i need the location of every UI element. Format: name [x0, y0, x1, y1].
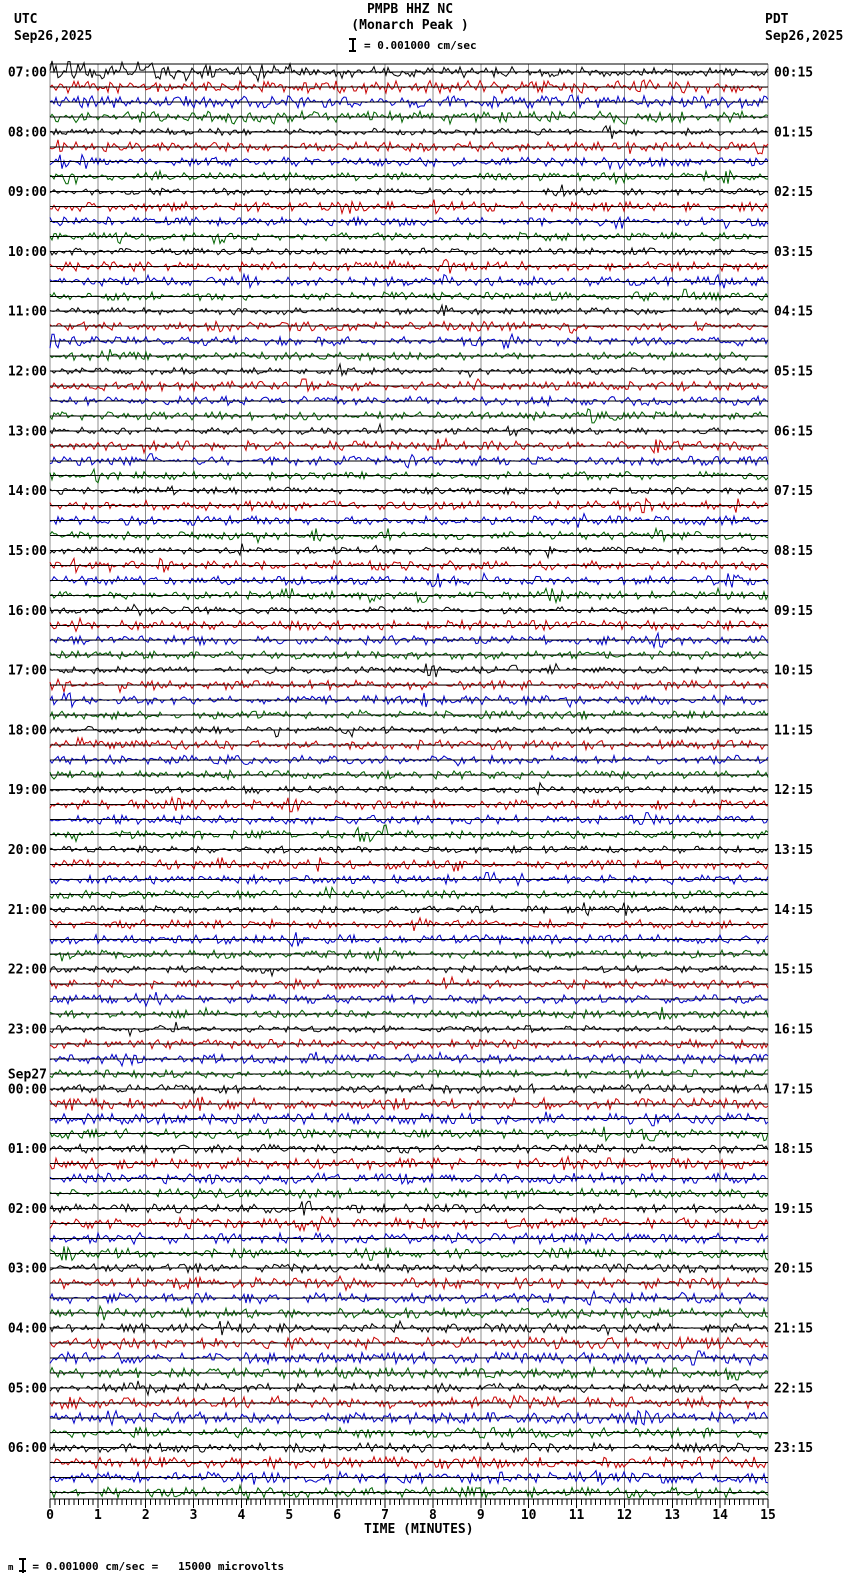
trace-row [50, 289, 768, 301]
row-label-left: 05:00 [7, 1381, 47, 1397]
row-label-left: 18:00 [7, 723, 47, 739]
row-label-left: 22:00 [7, 962, 47, 978]
trace-row [50, 873, 768, 886]
row-label-right: 02:15 [774, 185, 814, 201]
trace-row [50, 679, 768, 692]
trace-row [50, 1007, 768, 1020]
row-label-right: 09:15 [774, 603, 814, 619]
station-title: PMPB HHZ NC [366, 2, 454, 17]
trace-row [50, 305, 768, 316]
row-label-left: 11:00 [7, 304, 47, 320]
right-timezone-label: PDT [765, 12, 789, 27]
row-label-left: 06:00 [7, 1441, 47, 1457]
row-label-right: 03:15 [774, 244, 814, 260]
tick-label: 6 [333, 1508, 342, 1523]
row-label-left: 10:00 [7, 244, 47, 260]
row-label-left: 20:00 [7, 843, 47, 859]
tick-label: 2 [141, 1508, 150, 1523]
footer-scale-bar-icon [18, 1558, 27, 1573]
row-label-right: 05:15 [774, 364, 814, 380]
trace-row [50, 966, 768, 976]
trace-row [50, 364, 768, 377]
row-label-left: 21:00 [7, 902, 47, 918]
tick-label: 0 [46, 1508, 54, 1523]
scale-text: = 0.001000 cm/sec [364, 38, 477, 52]
trace-row [50, 424, 768, 436]
row-label-right: 13:15 [774, 843, 814, 859]
row-label-left: 13:00 [7, 424, 47, 440]
trace-row [50, 111, 768, 124]
trace-row [50, 887, 768, 898]
trace-row [50, 738, 768, 750]
row-label-left: 16:00 [7, 603, 47, 619]
tick-label: 12 [616, 1508, 633, 1523]
row-label-right: 23:15 [774, 1441, 814, 1457]
trace-row [50, 232, 768, 243]
row-label-left: 17:00 [7, 663, 47, 679]
tick-label: 14 [712, 1508, 728, 1523]
tick-label: 11 [568, 1508, 585, 1523]
row-label-right: 08:15 [774, 543, 814, 559]
tick-label: 9 [476, 1508, 485, 1523]
left-timezone-label: UTC [14, 12, 38, 27]
row-label-right: 15:15 [774, 962, 814, 978]
row-label-left: 04:00 [7, 1321, 47, 1337]
x-axis-title: TIME (MINUTES) [364, 1522, 474, 1537]
footer-note [8, 1558, 284, 1573]
row-label-left: 12:00 [7, 364, 47, 380]
trace-row [50, 217, 768, 229]
left-date-label: Sep26,2025 [14, 29, 93, 44]
tick-label: 15 [760, 1508, 776, 1523]
row-label-left: 00:00 [7, 1082, 47, 1098]
trace-row [50, 755, 768, 766]
tick-label: 8 [429, 1508, 437, 1523]
row-label-left: 15:00 [7, 543, 47, 559]
row-label-right: 17:15 [774, 1082, 814, 1098]
trace-row [50, 321, 768, 333]
trace-row [50, 726, 768, 737]
trace-row [50, 783, 768, 795]
row-label-right: 00:15 [774, 65, 814, 81]
row-label-right: 01:15 [774, 125, 814, 141]
row-label-right: 11:15 [774, 723, 814, 739]
trace-row [50, 95, 768, 108]
tick-label: 4 [237, 1508, 246, 1523]
row-label-right: 14:15 [774, 902, 814, 918]
row-label-right: 19:15 [774, 1201, 814, 1217]
row-label-left: 02:00 [7, 1201, 47, 1217]
trace-row [50, 813, 768, 825]
row-label-right: 22:15 [774, 1381, 814, 1397]
row-label-left: 03:00 [7, 1261, 47, 1277]
row-label-left: 23:00 [7, 1022, 47, 1038]
row-label-right: 07:15 [774, 484, 814, 500]
trace-row [50, 349, 768, 360]
row-label-left: 19:00 [7, 783, 47, 799]
trace-row [50, 1396, 768, 1409]
row-label-left: 14:00 [7, 484, 47, 500]
trace-row [50, 126, 768, 139]
row-label-right: 06:15 [774, 424, 814, 440]
tick-label: 7 [381, 1508, 389, 1523]
footer-note-text: = 0.001000 cm/sec = 15000 microvolts [32, 1560, 285, 1573]
tick-label: 3 [189, 1508, 198, 1523]
trace-row [50, 1368, 768, 1380]
row-label-right: 18:15 [774, 1142, 814, 1158]
trace-row [50, 379, 768, 391]
row-label-right: 12:15 [774, 783, 814, 799]
tick-label: 13 [664, 1508, 681, 1523]
row-label-right: 21:15 [774, 1321, 814, 1337]
row-label-right: 16:15 [774, 1022, 814, 1038]
row-label-left: 07:00 [7, 65, 47, 81]
trace-row [50, 825, 768, 842]
site-name: (Monarch Peak ) [351, 18, 469, 33]
row-label-right: 20:15 [774, 1261, 814, 1277]
tick-label: 10 [520, 1508, 537, 1523]
right-date-label: Sep26,2025 [765, 29, 844, 44]
row-label-right: 04:15 [774, 304, 814, 320]
trace-row [50, 171, 768, 184]
trace-row [50, 185, 768, 197]
tick-label: 1 [93, 1508, 102, 1523]
row-label-left: 01:00 [7, 1142, 47, 1158]
footer-prefix-glyph: m [8, 1563, 14, 1573]
day-break-label: Sep27 [7, 1067, 47, 1083]
row-label-left: 09:00 [7, 185, 47, 201]
row-label-right: 10:15 [774, 663, 814, 679]
trace-row [50, 977, 768, 989]
tick-label: 5 [285, 1508, 294, 1523]
row-label-left: 08:00 [7, 125, 47, 141]
